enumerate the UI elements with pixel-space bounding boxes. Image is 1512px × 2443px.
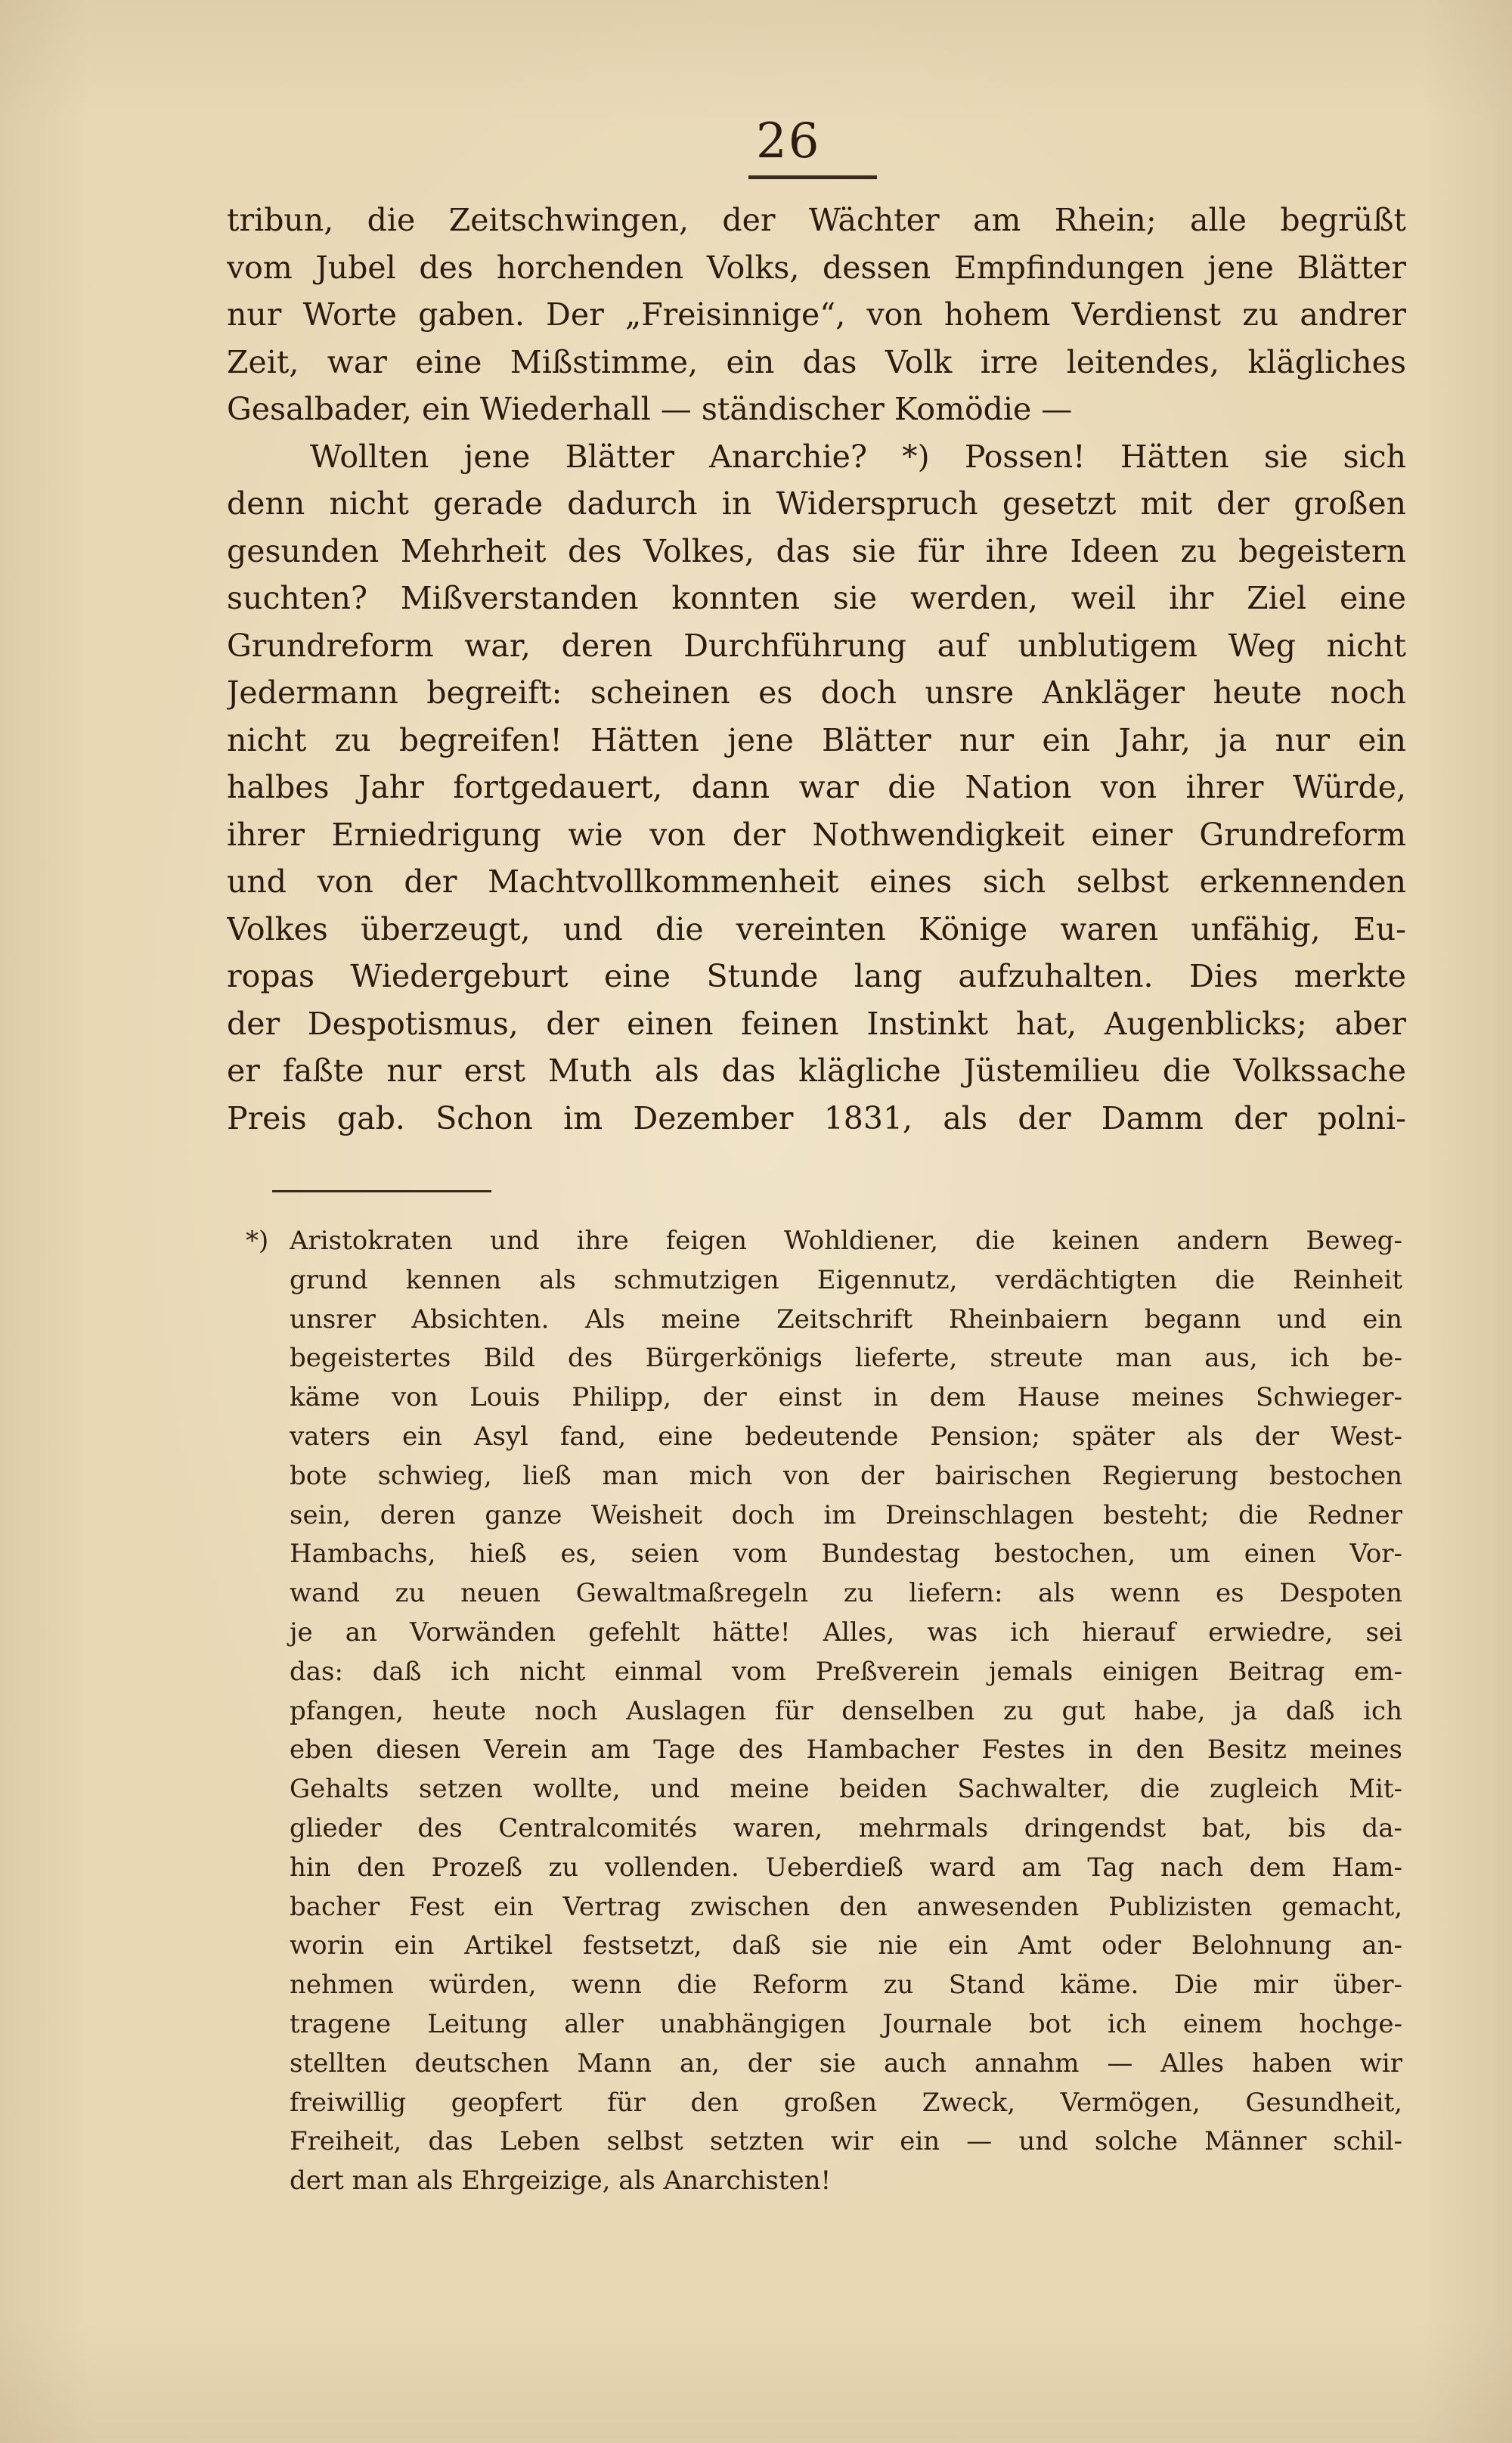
- text-line: Preis gab. Schon im Dezember 1831, als der Damm der polni-: [227, 1099, 1406, 1136]
- footnote-line: dert man als Ehrgeizige, als Anarchisten!: [290, 2166, 832, 2197]
- text-line: Volkes überzeugt, und die vereinten Könige waren unfähig, Eu-: [227, 910, 1406, 947]
- text-line: suchten? Mißverstanden konnten sie werden, weil ihr Ziel eine: [227, 580, 1406, 616]
- text-line: tribun, die Zeitschwingen, der Wächter am Rhein; alle begrüßt: [227, 202, 1406, 238]
- text-line: gesunden Mehrheit des Volkes, das sie für ihre Ideen zu begeistern: [227, 532, 1406, 569]
- footnote-line: sein, deren ganze Weisheit doch im Dreinschlagen besteht; die Redner: [290, 1499, 1402, 1530]
- footnote-line: bote schwieg, ließ man mich von der bairischen Regierung bestochen: [290, 1460, 1402, 1491]
- footnote-line: glieder des Centralcomités waren, mehrmals dringendst bat, bis da-: [290, 1812, 1402, 1843]
- footnote-line: begeistertes Bild des Bürgerkönigs lieferte, streute man aus, ich be-: [290, 1343, 1402, 1374]
- footnote-block: [246, 1222, 1402, 2201]
- footnote-line: freiwillig geopfert für den großen Zweck, Vermögen, Gesundheit,: [290, 2087, 1402, 2118]
- footnote-line-text: Aristokraten und ihre feigen Wohldiener, die keinen andern Beweg-: [290, 1226, 1402, 1256]
- footnote-line: pfangen, heute noch Auslagen für denselben zu gut habe, ja daß ich: [290, 1695, 1402, 1726]
- text-line: er faßte nur erst Muth als das klägliche Jüstemilieu die Volkssache: [227, 1053, 1406, 1089]
- text-line: halbes Jahr fortgedauert, dann war die Nation von ihrer Würde,: [227, 769, 1406, 805]
- text-line: Zeit, war eine Mißstimme, ein das Volk irre leitendes, klägliches: [227, 343, 1406, 380]
- text-line: Wollten jene Blätter Anarchie? *) Possen! Hätten sie sich: [310, 438, 1406, 475]
- page-number: 26: [756, 113, 821, 169]
- main-text-block: [227, 197, 1406, 1142]
- text-line: Gesalbader, ein Wiederhall — ständischer Komödie —: [227, 391, 1073, 427]
- text-line: Jedermann begreift: scheinen es doch unsre Ankläger heute noch: [227, 674, 1406, 711]
- text-line: nur Worte gaben. Der „Freisinnige“, von hohem Verdienst zu andrer: [227, 296, 1406, 333]
- text-line: der Despotismus, der einen feinen Instinkt hat, Augenblicks; aber: [227, 1005, 1406, 1042]
- footnote-line: Hambachs, hieß es, seien vom Bundestag bestochen, um einen Vor-: [290, 1539, 1402, 1570]
- footnote-line: bacher Fest ein Vertrag zwischen den anwesenden Publizisten gemacht,: [290, 1891, 1402, 1922]
- text-line: und von der Machtvollkommenheit eines sich selbst erkennenden: [227, 863, 1406, 900]
- footnote-line: grund kennen als schmutzigen Eigennutz, verdächtigten die Reinheit: [290, 1264, 1402, 1295]
- footnote-line: wand zu neuen Gewaltmaßregeln zu liefern: als wenn es Despoten: [290, 1578, 1402, 1609]
- text-line: nicht zu begreifen! Hätten jene Blätter nur ein Jahr, ja nur ein: [227, 721, 1406, 758]
- text-line: Grundreform war, deren Durchführung auf unblutigem Weg nicht: [227, 627, 1406, 664]
- footnote-line: [246, 1222, 1402, 1261]
- text-line: denn nicht gerade dadurch in Widerspruch gesetzt mit der großen: [227, 485, 1406, 522]
- footnote-line: hin den Prozeß zu vollenden. Ueberdieß ward am Tag nach dem Ham-: [290, 1852, 1402, 1883]
- header-rule: [748, 175, 877, 179]
- footnote-marker: *): [246, 1226, 269, 1256]
- footnote-line: eben diesen Verein am Tage des Hambacher Festes in den Besitz meines: [290, 1735, 1402, 1766]
- text-line: ihrer Erniedrigung wie von der Nothwendigkeit einer Grundreform: [227, 816, 1406, 853]
- footnote-line: unsrer Absichten. Als meine Zeitschrift Rheinbaiern begann und ein: [290, 1304, 1402, 1335]
- text-line: vom Jubel des horchenden Volks, dessen Empfindungen jene Blätter: [227, 249, 1406, 286]
- footnote-line: das: daß ich nicht einmal vom Preßverein jemals einigen Beitrag em-: [290, 1656, 1402, 1687]
- text-line: ropas Wiedergeburt eine Stunde lang aufzuhalten. Dies merkte: [227, 958, 1406, 994]
- footnote-line: worin ein Artikel festsetzt, daß sie nie ein Amt oder Belohnung an-: [290, 1930, 1402, 1961]
- footnote-line: Freiheit, das Leben selbst setzten wir ein — und solche Männer schil-: [290, 2126, 1402, 2157]
- footnote-line: tragene Leitung aller unabhängigen Journale bot ich einem hochge-: [290, 2008, 1402, 2039]
- footnote-line: Gehalts setzen wollte, und meine beiden Sachwalter, die zugleich Mit-: [290, 1774, 1402, 1805]
- footnote-line: käme von Louis Philipp, der einst in dem Hause meines Schwieger-: [290, 1382, 1402, 1413]
- footnote-line: vaters ein Asyl fand, eine bedeutende Pension; später als der West-: [290, 1421, 1402, 1452]
- footnote-line: nehmen würden, wenn die Reform zu Stand käme. Die mir über-: [290, 1970, 1402, 2001]
- footnote-line: stellten deutschen Mann an, der sie auch annahm — Alles haben wir: [290, 2048, 1402, 2079]
- footnote-line: je an Vorwänden gefehlt hätte! Alles, was ich hierauf erwiedre, sei: [290, 1617, 1402, 1648]
- footnote-rule: [272, 1190, 491, 1192]
